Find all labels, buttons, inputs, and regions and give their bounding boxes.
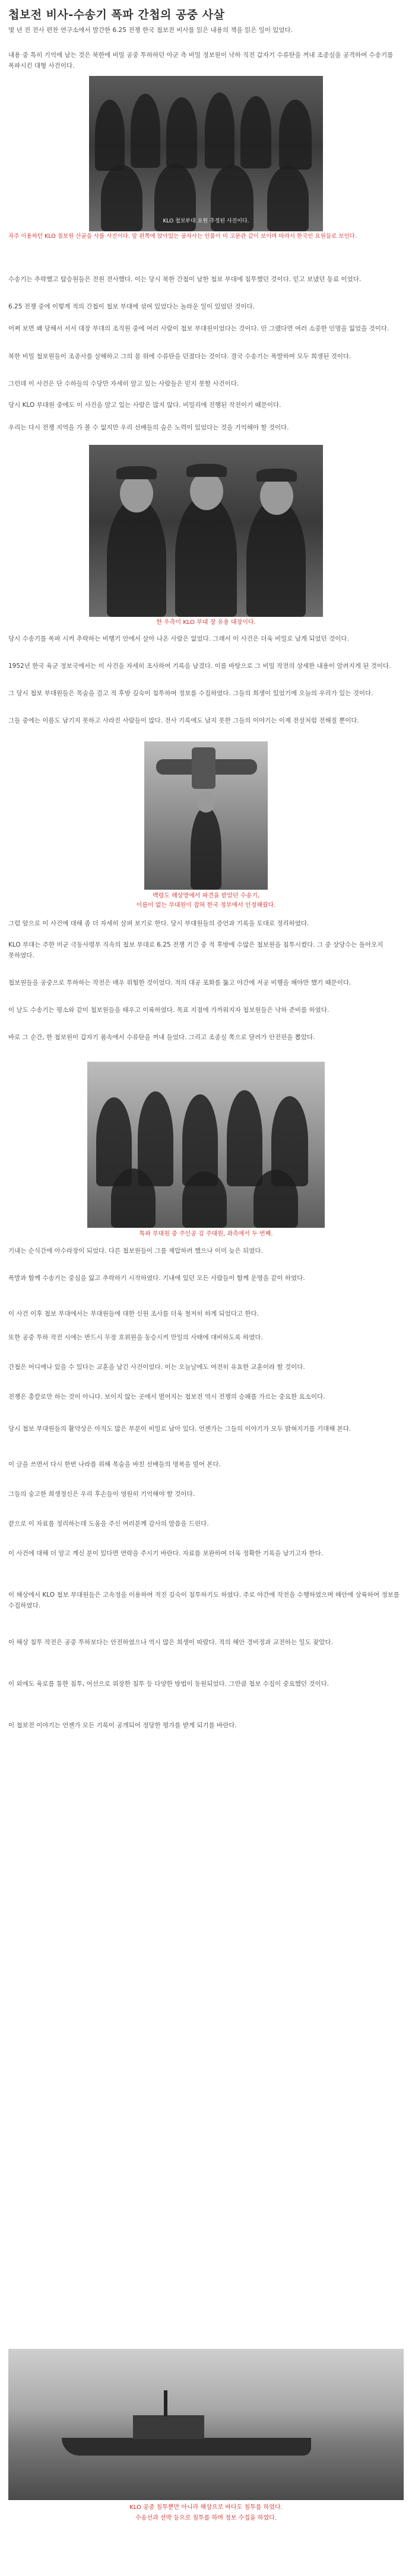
paragraph-16: 첩보원들을 공중으로 투하하는 작전은 매우 위험한 것이었다. 적의 대공 포화를 뚫고 야간에 저공 비행을 해야만 했기 때문이다. xyxy=(8,979,351,986)
person-silhouette xyxy=(240,96,271,168)
person-silhouette xyxy=(246,499,306,617)
person-silhouette xyxy=(175,495,237,617)
person-silhouette xyxy=(205,93,234,168)
paragraph-14: 그럼 앞으로 이 사건에 대해 좀 더 자세히 살펴 보기로 한다. 당시 부대원들의 증언과 기록을 토대로 정리하였다. xyxy=(8,920,309,927)
paragraph-10: 당시 수송기를 폭파 시켜 추락하는 비행기 안에서 살아 나온 사람은 없었다. 그래서 이 사건은 더욱 비밀로 남게 되었던 것이다. xyxy=(8,635,349,642)
figure-1-subtext: 자주 이용하던 KLO 첩보원 산골을 사를 사진이다. 앞 왼쪽에 앉아있는 공자사는 인물이 미 고문관 같이 보이며 따라서 한국인 요원들로 보인다. xyxy=(8,233,357,240)
paragraph-6: 북한 비밀 첩보원들이 조종사를 살해하고 그의 몸 위에 수류탄을 던졌다는 것이다. 결국 수송기는 폭발하여 모두 희생된 것이다. xyxy=(8,353,351,360)
paragraph-21: 이 사건 이후 첩보 부대에서는 부대원들에 대한 신원 조사를 더욱 철저히 하게 되었다고 한다. xyxy=(8,1310,259,1317)
boat-cabin xyxy=(133,2415,204,2439)
photo-placeholder xyxy=(8,2349,404,2500)
paragraph-20: 폭발과 함께 수송기는 중심을 잃고 추락하기 시작하였다. 기내에 있던 모든 사람들이 함께 운명을 같이 하였다. xyxy=(8,1275,305,1282)
paragraph-27: 그들의 숭고한 희생정신은 우리 후손들이 영원히 기억해야 할 것이다. xyxy=(8,1491,195,1498)
person-silhouette xyxy=(191,807,221,890)
figure-5-caption-line-2: 수송선과 선박 등으로 침투를 하며 정보 수집을 하였다. xyxy=(135,2515,277,2521)
military-cap xyxy=(256,469,297,482)
paragraph-8: 당시 KLO 부대원 중에도 이 사건을 알고 있는 사람은 많지 않다. 비밀리에 진행된 작전이기 때문이다. xyxy=(8,402,281,409)
figure-3-aircraft-photo xyxy=(144,741,268,890)
paragraph-31: 이 해상 침투 작전은 공중 투하보다는 안전하였으나 역시 많은 희생이 따랐다. 적의 해안 경비정과 교전하는 일도 잦았다. xyxy=(8,1639,333,1646)
paragraph-13: 그들 중에는 이름도 남기지 못하고 사라진 사람들이 많다. 전사 기록에도 남지 못한 그들의 이야기는 이제 전설처럼 전해질 뿐이다. xyxy=(8,717,359,724)
figure-4-group-photo xyxy=(87,1062,325,1228)
face-placeholder xyxy=(197,791,215,813)
person-silhouette xyxy=(111,1168,156,1228)
person-silhouette xyxy=(95,100,125,171)
paragraph-25: 당시 첩보 부대원들의 활약상은 아직도 많은 부분이 비밀로 남아 있다. 언젠가는 그들의 이야기가 모두 밝혀지기를 기대해 본다. xyxy=(8,1425,351,1432)
paragraph-4: 6.25 전쟁 중에 이렇게 적의 간첩이 첩보 부대에 섞여 있었다는 놀라운 일이 있었던 것이다. xyxy=(8,303,255,310)
figure-4-caption: 특파 부대원 중 주인공 김 주대원, 좌측에서 두 번째. xyxy=(139,1231,273,1237)
paragraph-11: 1952년 한국 육군 정보국에서는 이 사건을 자세히 조사하여 기록을 남겼다. 이를 바탕으로 그 비밀 작전의 상세한 내용이 알려지게 된 것이다. xyxy=(8,663,391,670)
person-silhouette xyxy=(182,1171,227,1228)
paragraph-1: 몇 년 전 전사 편찬 연구소에서 발간한 6.25 전쟁 한국 첩보전 비사를 읽은 내용의 책을 읽은 일이 있었다. xyxy=(8,27,293,34)
paragraph-3: 수송기는 추락했고 탑승원들은 전원 전사했다. 이는 당시 북한 간첩이 남한 첩보 부대에 침투했던 것이다. 믿고 보냈던 동료 이었다. xyxy=(8,276,362,283)
paragraph-7: 그런데 이 사건은 단 수하들의 수당만 자세히 알고 있는 사람들은 믿지 못할 사건이다. xyxy=(8,380,239,387)
paragraph-29: 이 사건에 대해 더 알고 계신 분이 있다면 연락을 주시기 바란다. 자료를 보완하여 더욱 정확한 기록을 남기고자 한다. xyxy=(8,1550,323,1557)
paragraph-28: 끝으로 이 자료를 정리하는데 도움을 주신 여러분께 감사의 말씀을 드린다. xyxy=(8,1520,209,1527)
person-silhouette xyxy=(227,1090,262,1186)
figure-2-caption: 한 우측이 KLO 부대 장 유용 대장이다. xyxy=(156,619,256,626)
face-placeholder xyxy=(120,475,153,512)
figure-3-caption-line-1: 백령도 해상망에서 파견을 받았던 수송기, xyxy=(152,893,260,899)
paragraph-30: 이 해상에서 KLO 첩보 부대원들은 고속정을 이용하여 적진 깊숙이 침투하기도 하였다. 주로 야간에 작전을 수행하였으며 해안에 상륙하여 정보를 수집하였다. xyxy=(8,1591,400,1609)
military-cap xyxy=(186,464,227,477)
paragraph-26: 이 글을 쓰면서 다시 한번 나라를 위해 목숨을 바친 선배들의 명복을 빌어 본다. xyxy=(8,1461,221,1468)
article-title: 첩보전 비사-수송기 폭파 간첩의 공중 사살 xyxy=(8,8,225,21)
boat-hull xyxy=(62,2438,311,2456)
figure-1-caption: KLO 첩보부대 요원 추정된 사진이다. xyxy=(163,218,249,224)
person-silhouette xyxy=(253,1170,298,1228)
paragraph-22: 또한 공중 투하 작전 시에는 반드시 무장 호위원을 동승시켜 만일의 사태에 대비하도록 하였다. xyxy=(8,1334,263,1341)
figure-1-group-photo xyxy=(89,76,323,231)
person-silhouette xyxy=(107,498,166,617)
paragraph-5: 어쩌 보면 왜 당해서 서서 대장 부대의 조직원 중에 여러 사람이 첩보 부대원이었다는 것이다. 안 그랬다면 여러 소중한 인명을 잃었을 것이다. xyxy=(8,325,389,332)
paragraph-33: 이 첩보전 이야기는 언젠가 모든 기록이 공개되어 정당한 평가를 받게 되기를 바란다. xyxy=(8,1722,237,1729)
paragraph-15: KLO 부대는 주한 미군 극동사령부 직속의 첩보 부대로 6.25 전쟁 기간 중 적 후방에 수많은 첩보원을 침투시켰다. 그 중 상당수는 돌아오지 못하였다. xyxy=(8,941,384,959)
face-placeholder xyxy=(260,477,293,515)
figure-3-caption-line-2: 이름이 없는 부대원이 잡혀 한국 정부에서 인정해줬다. xyxy=(136,902,276,909)
paragraph-12: 그 당시 첩보 부대원들은 목숨을 걸고 적 후방 깊숙이 침투하여 정보를 수집하였다. 그들의 희생이 있었기에 오늘의 우리가 있는 것이다. xyxy=(8,690,373,697)
paragraph-17: 이 날도 수송기는 평소와 같이 첩보원들을 태우고 이륙하였다. 목표 지점에 가까워지자 첩보원들은 낙하 준비를 하였다. xyxy=(8,1007,329,1014)
person-silhouette xyxy=(166,97,197,168)
paragraph-2: 내용 중 특히 기억에 남는 것은 북한에 비밀 공중 투하하던 아군 측 비밀 정보원이 낙하 직전 갑자기 수류탄을 꺼내 조종실을 공격하여 수송기를 폭파시킨 대형 사건이다. xyxy=(8,52,394,69)
figure-2-officers-photo xyxy=(89,445,323,617)
figure-5-boat-photo xyxy=(8,2349,404,2500)
paragraph-18: 바로 그 순간, 한 첩보원이 갑자기 품속에서 수류탄을 꺼내 들었다. 그리고 조종실 쪽으로 달려가 안전핀을 뽑았다. xyxy=(8,1034,315,1041)
face-placeholder xyxy=(190,472,223,510)
person-silhouette xyxy=(279,100,312,170)
paragraph-9: 우리는 다시 전쟁 지역을 가 볼 수 없지만 우리 선배들의 숨은 노력이 있었다는 것을 기억해야 할 것이다. xyxy=(8,424,289,431)
figure-5-caption-line-1: KLO 공중 침투뿐만 아니라 해상으로 바다도 침투를 하였다. xyxy=(129,2504,283,2511)
paragraph-19: 기내는 순식간에 아수라장이 되었다. 다른 첩보원들이 그를 제압하려 했으나 이미 늦은 뒤였다. xyxy=(8,1247,263,1254)
military-cap xyxy=(116,466,157,479)
boat-mast xyxy=(164,2390,167,2416)
paragraph-23: 간첩은 어디에나 있을 수 있다는 교훈을 남긴 사건이었다. 이는 오늘날에도 여전히 유효한 교훈이라 할 것이다. xyxy=(8,1364,305,1371)
aircraft-wing xyxy=(192,747,215,789)
paragraph-32: 이 외에도 육로를 통한 침투, 어선으로 위장한 침투 등 다양한 방법이 동원되었다. 그만큼 첩보 수집이 중요했던 것이다. xyxy=(8,1680,329,1687)
person-silhouette xyxy=(131,94,160,168)
paragraph-24: 전쟁은 총칼로만 하는 것이 아니다. 보이지 않는 곳에서 벌어지는 첩보전 역시 전쟁의 승패를 가르는 중요한 요소이다. xyxy=(8,1393,325,1400)
